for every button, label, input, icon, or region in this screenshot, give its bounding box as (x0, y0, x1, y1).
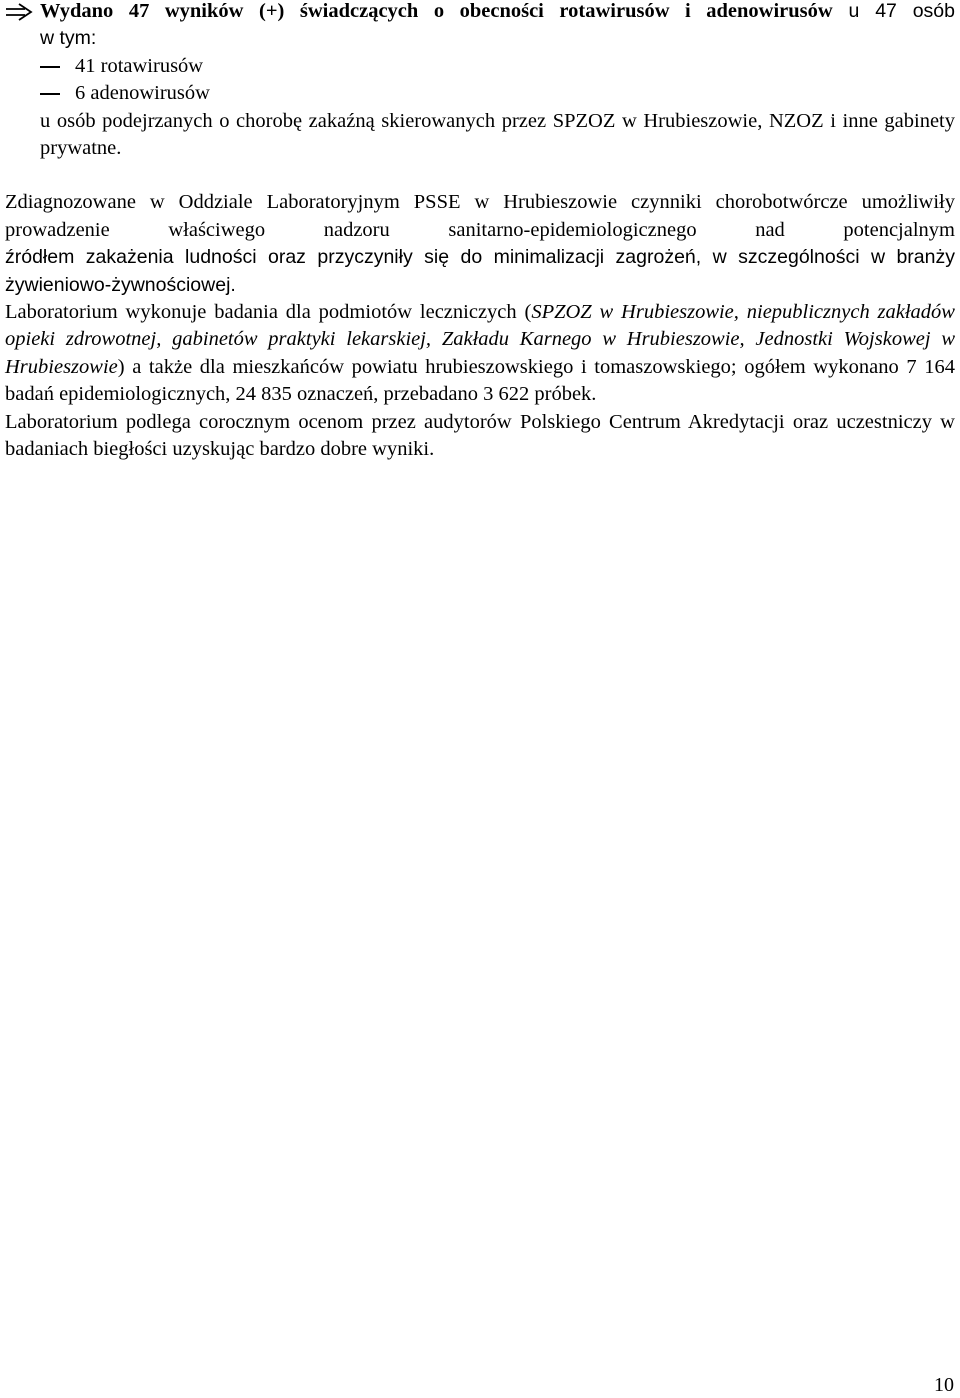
paragraph-diagnosis-sans: źródłem zakażenia ludności oraz przyczyniły się do minimalizacji zagrożeń, w szczególności w branży żywieniowo-żywnościowej. (5, 246, 955, 296)
summary-headline (40, 0, 955, 25)
document-body (5, 0, 955, 464)
dash-icon (40, 66, 60, 68)
paragraph-diagnosis-serif: Zdiagnozowane w Oddziale Laboratoryjnym PSSE w Hrubieszowie czynniki chorobotwórcze umożliwiły prowadzenie właściwego nadzoru sanitarno-epidemiologicznego nad potencjalnym (5, 191, 955, 241)
paragraph-laboratory-part2: ) a także dla mieszkańców powiatu hrubieszowskiego i tomaszowskiego; ogółem wykonano 7 164 badań epidemiologicznych, 24 835 oznaczeń, przebadano 3 622 próbek. (5, 355, 955, 406)
summary-bullet (5, 0, 955, 162)
summary-after-list: u osób podejrzanych o chorobę zakaźną skierowanych przez SPZOZ w Hrubieszowie, NZOZ i inne gabinety prywatne. (40, 109, 955, 160)
summary-headline-rest: u 47 osób (832, 0, 955, 22)
dash-icon (40, 93, 60, 95)
paragraph-laboratory-italic: SPZOZ w Hrubieszowie, niepublicznych zakładów opieki zdrowotnej, gabinetów praktyki lekarskiej, Zakładu Karnego w Hrubieszowie, Jednostki Wojskowej w Hrubieszowie (5, 301, 955, 378)
right-arrow-icon (5, 3, 33, 21)
paragraph-laboratory (5, 299, 955, 409)
summary-line2: w tym: (40, 27, 97, 50)
summary-headline-bold: Wydano 47 wyników (+) świadczących o obecności rotawirusów i adenowirusów (40, 0, 833, 22)
list-item-text: 6 adenowirusów (75, 82, 210, 105)
list-item (40, 53, 955, 80)
page-number: 10 (934, 1374, 954, 1396)
list-item (40, 80, 955, 107)
spacer (5, 162, 955, 189)
paragraph-laboratory-part1: Laboratorium wykonuje badania dla podmiotów leczniczych ( (5, 301, 532, 324)
list-item-text: 41 rotawirusów (75, 54, 204, 77)
paragraph-accreditation: Laboratorium podlega corocznym ocenom przez audytorów Polskiego Centrum Akredytacji oraz uczestniczy w badaniach biegłości uzyskując bardzo dobre wyniki. (5, 410, 955, 461)
paragraph-diagnosis (5, 189, 955, 299)
